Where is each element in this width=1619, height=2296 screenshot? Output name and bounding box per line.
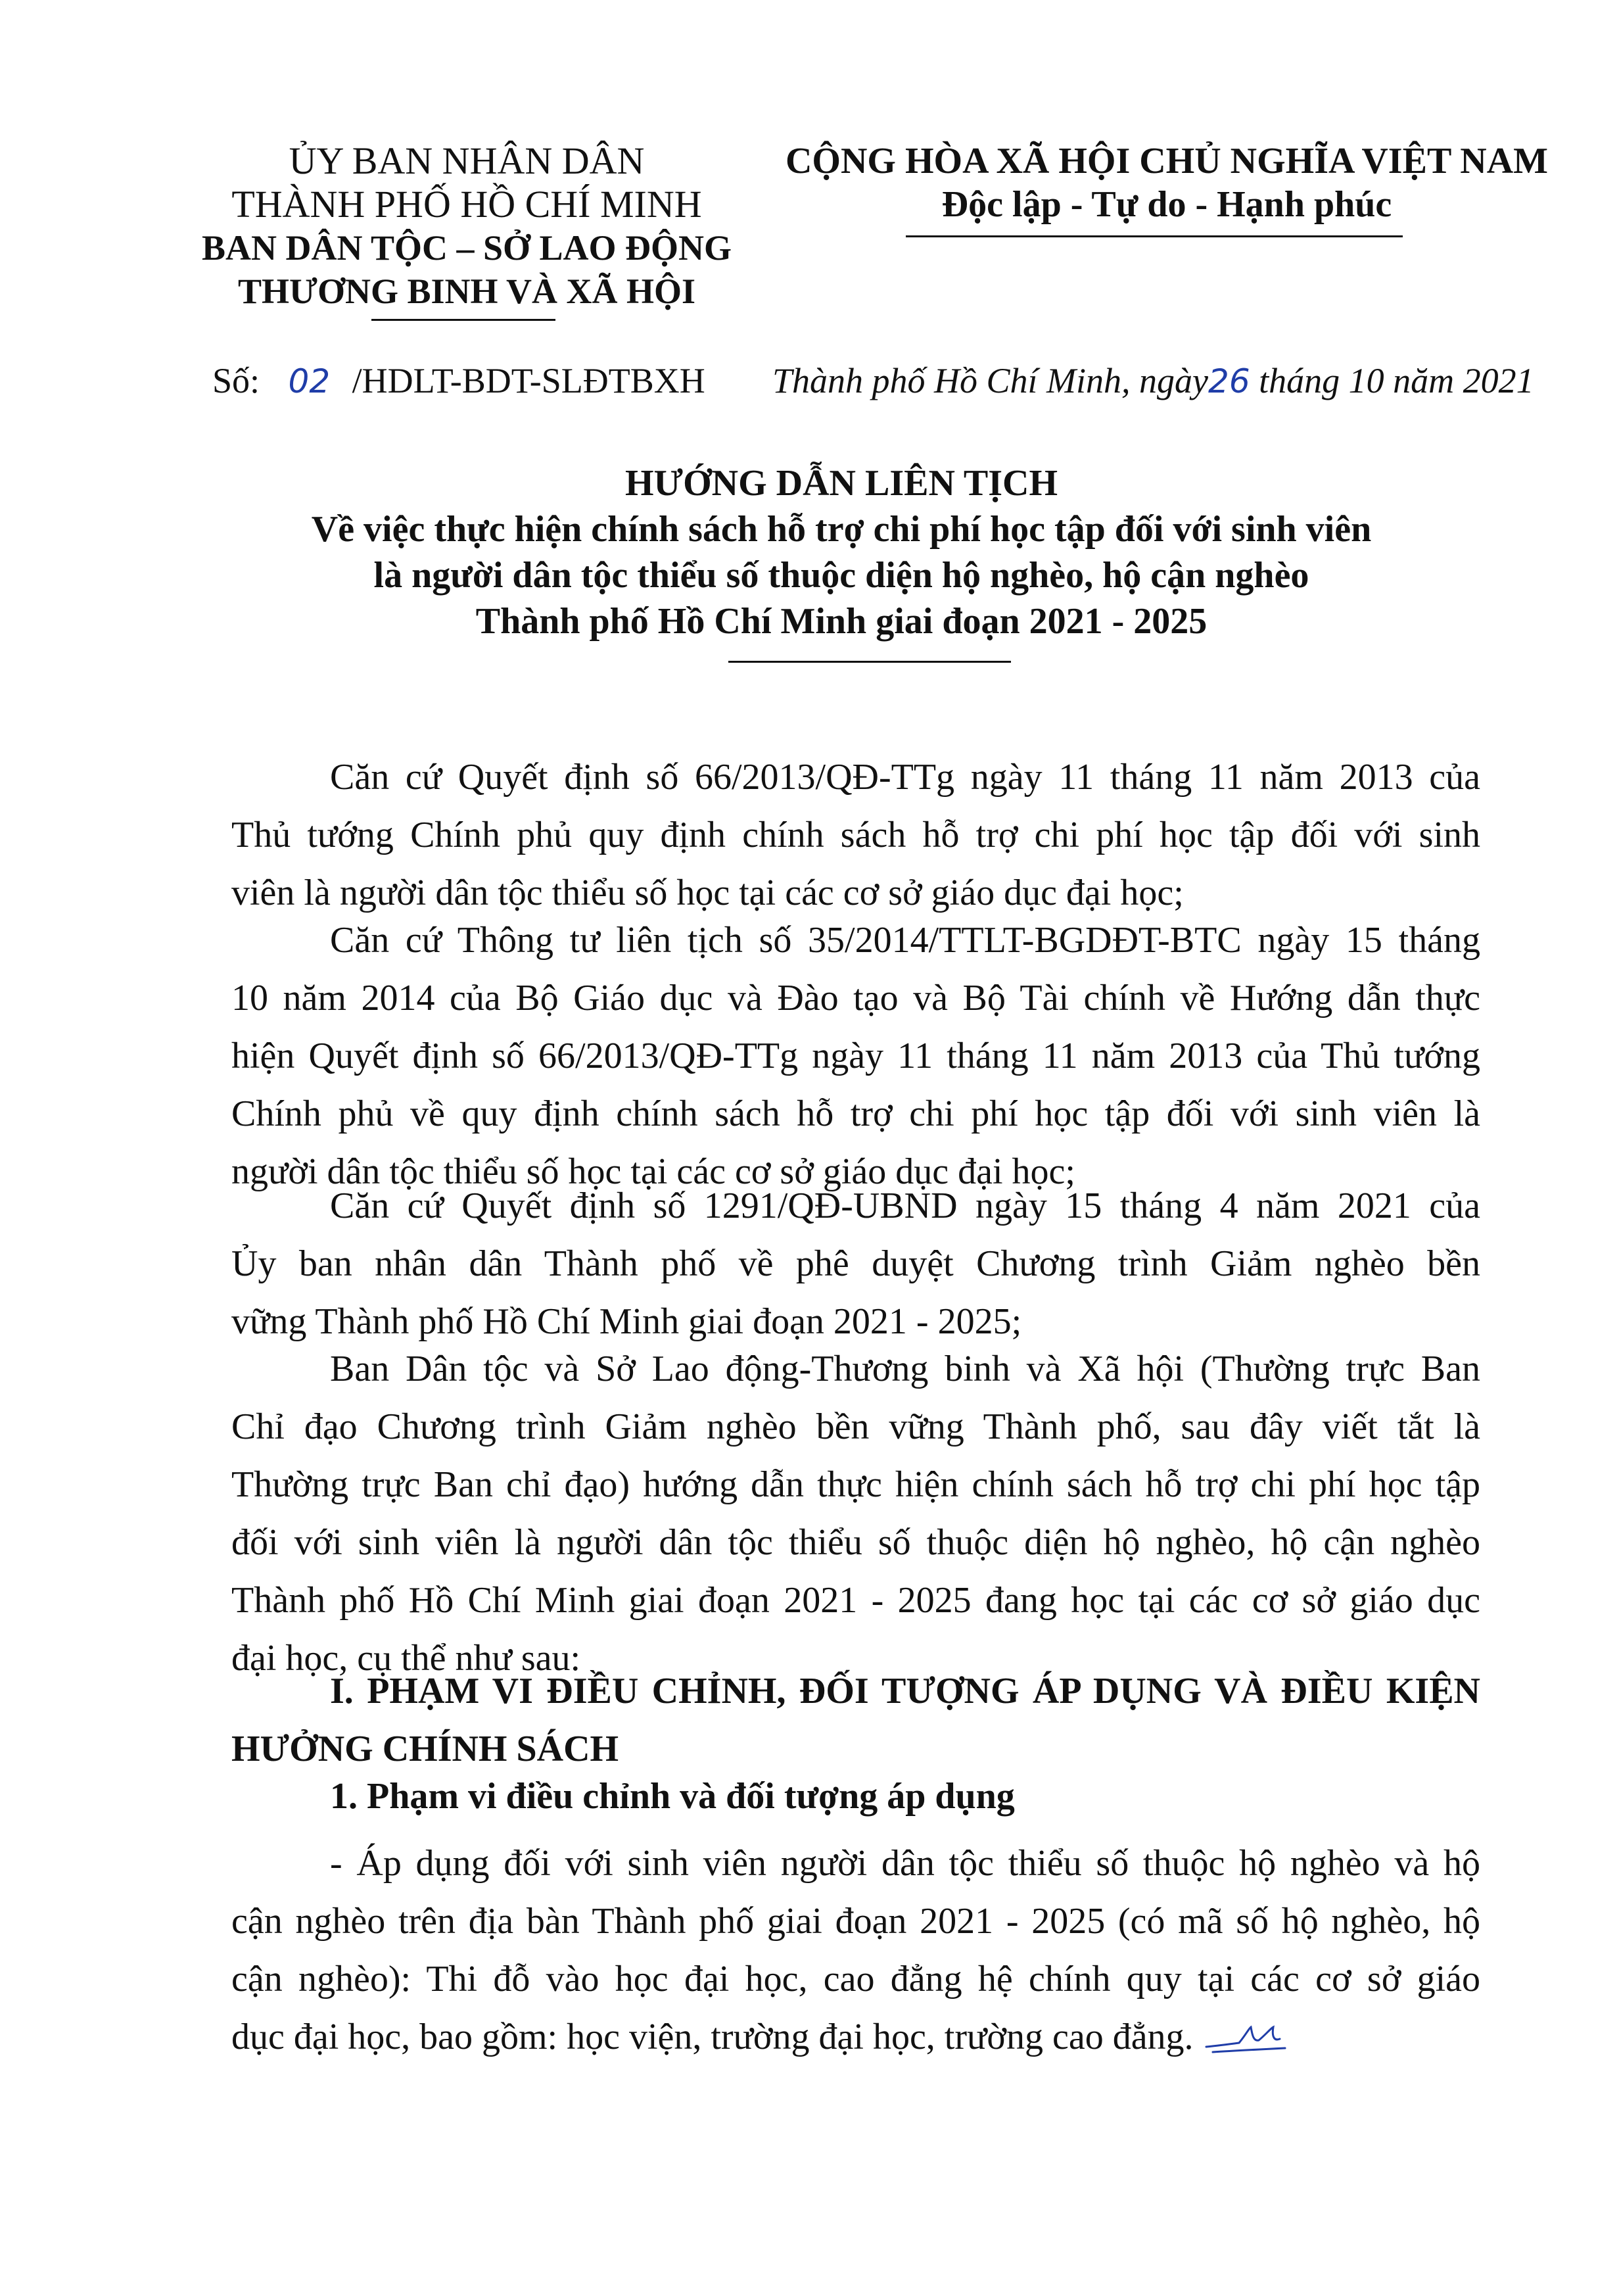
paragraph-line: Căn cứ Quyết định số 66/2013/QĐ-TTg ngày 11 tháng 11 năm 2013 của	[330, 757, 1480, 798]
bullet-scope	[231, 1834, 1480, 2066]
title-line-2: Về việc thực hiện chính sách hỗ trợ chi phí học tập đối với sinh viên	[311, 509, 1372, 550]
document-title	[151, 460, 1532, 644]
paragraph-line: Ban Dân tộc và Sở Lao động-Thương binh và Xã hội (Thường trực Ban	[330, 1349, 1480, 1389]
paragraph-line: đối với sinh viên là người dân tộc thiểu số thuộc diện hộ nghèo, hộ cận nghèo	[231, 1522, 1480, 1563]
national-title: CỘNG HÒA XÃ HỘI CHỦ NGHĨA VIỆT NAM	[785, 141, 1549, 181]
paragraph-line: Chính phủ về quy định chính sách hỗ trợ chi phí học tập đối với sinh viên là	[231, 1093, 1480, 1134]
paragraph-line: cận nghèo): Thi đỗ vào học đại học, cao đẳng hệ chính quy tại các cơ sở giáo	[231, 1959, 1480, 1999]
issuer-line-1: ỦY BAN NHÂN DÂN	[289, 139, 645, 182]
initial-signature-icon	[1200, 2015, 1292, 2061]
paragraph-line: viên là người dân tộc thiểu số học tại các cơ sở giáo dục đại học;	[231, 873, 1184, 913]
paragraph-legal-basis-2	[231, 911, 1480, 1201]
national-motto: Độc lập - Tự do - Hạnh phúc	[941, 184, 1392, 225]
paragraph-line: hiện Quyết định số 66/2013/QĐ-TTg ngày 11 tháng 11 năm 2013 của Thủ tướng	[231, 1036, 1480, 1076]
number-code: /HDLT-BDT-SLĐTBXH	[352, 361, 705, 400]
issuer-line-4: THƯƠNG BINH VÀ XÃ HỘI	[237, 272, 696, 311]
paragraph-line: vững Thành phố Hồ Chí Minh giai đoạn 2021 - 2025;	[231, 1301, 1022, 1342]
issuer-underline	[371, 319, 555, 321]
subsection-heading: 1. Phạm vi điều chỉnh và đối tượng áp dụng	[330, 1776, 1015, 1817]
title-line-4: Thành phố Hồ Chí Minh giai đoạn 2021 - 2025	[475, 601, 1208, 642]
section-heading-line-2: HƯỞNG CHÍNH SÁCH	[231, 1729, 619, 1769]
issuer-block	[151, 139, 782, 313]
national-header	[769, 139, 1564, 226]
paragraph-line: Căn cứ Quyết định số 1291/QĐ-UBND ngày 15 tháng 4 năm 2021 của	[330, 1185, 1480, 1226]
paragraph-line: Thường trực Ban chỉ đạo) hướng dẫn thực hiện chính sách hỗ trợ chi phí học tập	[231, 1464, 1480, 1505]
paragraph-line: Thành phố Hồ Chí Minh giai đoạn 2021 - 2025 đang học tại các cơ sở giáo dục	[231, 1580, 1480, 1621]
motto-underline	[906, 235, 1403, 237]
number-handwritten: 02	[288, 362, 331, 400]
paragraph-line: 10 năm 2014 của Bộ Giáo dục và Đào tạo và Bộ Tài chính về Hướng dẫn thực	[231, 978, 1480, 1018]
date-day-handwritten: 26	[1208, 362, 1250, 400]
number-label: Số:	[212, 361, 260, 400]
section-heading	[231, 1662, 1480, 1778]
paragraph-line: Căn cứ Thông tư liên tịch số 35/2014/TTLT-BGDĐT-BTC ngày 15 tháng	[330, 920, 1480, 961]
paragraph-line: Thủ tướng Chính phủ quy định chính sách hỗ trợ chi phí học tập đối với sinh	[231, 815, 1480, 855]
section-heading-line-1: I. PHẠM VI ĐIỀU CHỈNH, ĐỐI TƯỢNG ÁP DỤNG VÀ ĐIỀU KIỆN	[330, 1671, 1480, 1711]
paragraph-line: đại học, cụ thể như sau:	[231, 1638, 581, 1679]
issuer-line-3: BAN DÂN TỘC – SỞ LAO ĐỘNG	[201, 228, 732, 268]
paragraph-line: Chỉ đạo Chương trình Giảm nghèo bền vững Thành phố, sau đây viết tắt là	[231, 1406, 1480, 1447]
issuer-line-2: THÀNH PHỐ HỒ CHÍ MINH	[231, 183, 702, 226]
title-line-1: HƯỚNG DẪN LIÊN TỊCH	[624, 463, 1058, 504]
date-prefix: Thành phố Hồ Chí Minh, ngày	[772, 361, 1209, 400]
title-line-3: là người dân tộc thiểu số thuộc diện hộ nghèo, hộ cận nghèo	[373, 555, 1309, 596]
date-suffix: tháng 10 năm 2021	[1259, 361, 1534, 400]
paragraph-line: Ủy ban nhân dân Thành phố về phê duyệt Chương trình Giảm nghèo bền	[231, 1243, 1480, 1284]
title-underline	[728, 661, 1011, 663]
date-line	[772, 360, 1534, 401]
paragraph-line: dục đại học, bao gồm: học viện, trường đại học, trường cao đẳng.	[231, 2017, 1194, 2057]
paragraph-introduction	[231, 1340, 1480, 1687]
paragraph-legal-basis-3	[231, 1177, 1480, 1351]
paragraph-legal-basis-1	[231, 748, 1480, 922]
paragraph-line: - Áp dụng đối với sinh viên người dân tộc thiểu số thuộc hộ nghèo và hộ	[330, 1843, 1480, 1884]
document-number	[212, 360, 705, 401]
paragraph-line: cận nghèo trên địa bàn Thành phố giai đoạn 2021 - 2025 (có mã số hộ nghèo, hộ	[231, 1901, 1480, 1942]
paragraph-line: người dân tộc thiểu số học tại các cơ sở giáo dục đại học;	[231, 1151, 1075, 1192]
